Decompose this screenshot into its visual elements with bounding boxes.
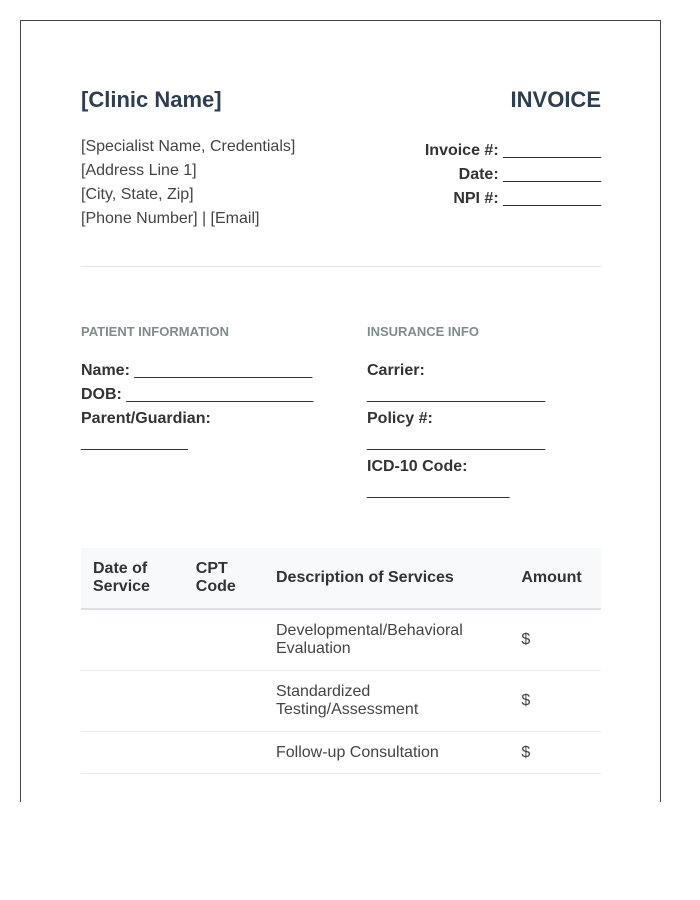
invoice-meta-block [425,139,601,211]
row-description-cell [264,732,509,774]
patient-info-heading: PATIENT INFORMATION [81,324,230,339]
table-row [81,671,601,732]
row-amount-cell[interactable]: $ [509,671,601,732]
row-cpt-cell[interactable] [188,609,264,671]
services-table [81,548,601,774]
patient-dob-field [81,383,331,407]
carrier-label: Carrier: [367,362,425,379]
carrier-blank-line [367,383,601,407]
row-description-line1: Developmental/Behavioral [275,622,463,639]
specialist-contact-block [81,135,295,231]
guardian-label: Parent/Guardian: [81,410,211,427]
patient-name-label: Name: [81,362,130,379]
icd-blank-line [367,479,601,503]
header-amount: Amount [509,548,601,609]
icd-label: ICD-10 Code: [367,458,468,475]
row-cpt-cell[interactable] [188,671,264,732]
npi-label: NPI #: [453,190,499,207]
patient-dob-blank[interactable]: _____________________ [126,386,314,403]
header-description: Description of Services [264,548,509,609]
clinic-name: [Clinic Name] [81,87,222,112]
invoice-page [20,20,661,802]
row-description-line2: Evaluation [275,640,351,657]
invoice-number-blank[interactable]: ___________ [503,142,601,159]
header-date-line1: Date of [93,560,148,577]
patient-info-fields [81,359,331,455]
header-divider [81,266,601,267]
row-amount-cell[interactable]: $ [509,609,601,671]
invoice-number-row [425,139,601,163]
carrier-label-line [367,359,601,383]
npi-blank[interactable]: ___________ [503,190,601,207]
header-cpt-line1: CPT [195,560,228,577]
invoice-date-row [425,163,601,187]
icd-blank[interactable]: ________________ [367,482,510,499]
row-date-cell[interactable] [81,609,188,671]
header-date-of-service [81,548,188,609]
policy-blank[interactable]: ____________________ [367,434,545,451]
patient-name-blank[interactable]: ____________________ [134,362,313,379]
policy-blank-line [367,431,601,455]
carrier-blank[interactable]: ____________________ [367,386,545,403]
insurance-info-heading: INSURANCE INFO [367,324,479,339]
table-row [81,732,601,774]
invoice-number-label: Invoice #: [424,142,499,159]
row-cpt-cell[interactable] [188,732,264,774]
row-date-cell[interactable] [81,671,188,732]
invoice-title: INVOICE [510,87,601,112]
table-row [81,609,601,671]
npi-row [425,187,601,211]
guardian-field-label-line [81,407,331,431]
policy-label-line [367,407,601,431]
row-description-cell [264,609,509,671]
services-table-header-row [81,548,601,609]
row-date-cell[interactable] [81,732,188,774]
header-cpt-line2: Code [195,578,236,595]
row-description-line2: Testing/Assessment [275,701,419,718]
row-description-cell [264,671,509,732]
patient-dob-label: DOB: [81,386,122,403]
icd-label-line [367,455,601,479]
policy-label: Policy #: [367,410,433,427]
address-line: [Address Line 1] [81,162,197,179]
header-cpt-code [188,548,264,609]
city-state-zip-line: [City, State, Zip] [81,186,194,203]
invoice-date-blank[interactable]: ___________ [503,166,601,183]
header-date-line2: Service [93,578,150,595]
guardian-blank[interactable]: ____________ [81,434,188,451]
row-description-line1: Follow-up Consultation [275,743,439,761]
guardian-blank-line [81,431,331,455]
specialist-name-line: [Specialist Name, Credentials] [81,138,296,155]
invoice-date-label: Date: [458,166,499,183]
row-description-line1: Standardized [275,683,371,700]
phone-email-line: [Phone Number] | [Email] [81,210,260,227]
row-amount-cell[interactable]: $ [509,732,601,774]
insurance-info-fields [367,359,601,503]
patient-name-field [81,359,331,383]
